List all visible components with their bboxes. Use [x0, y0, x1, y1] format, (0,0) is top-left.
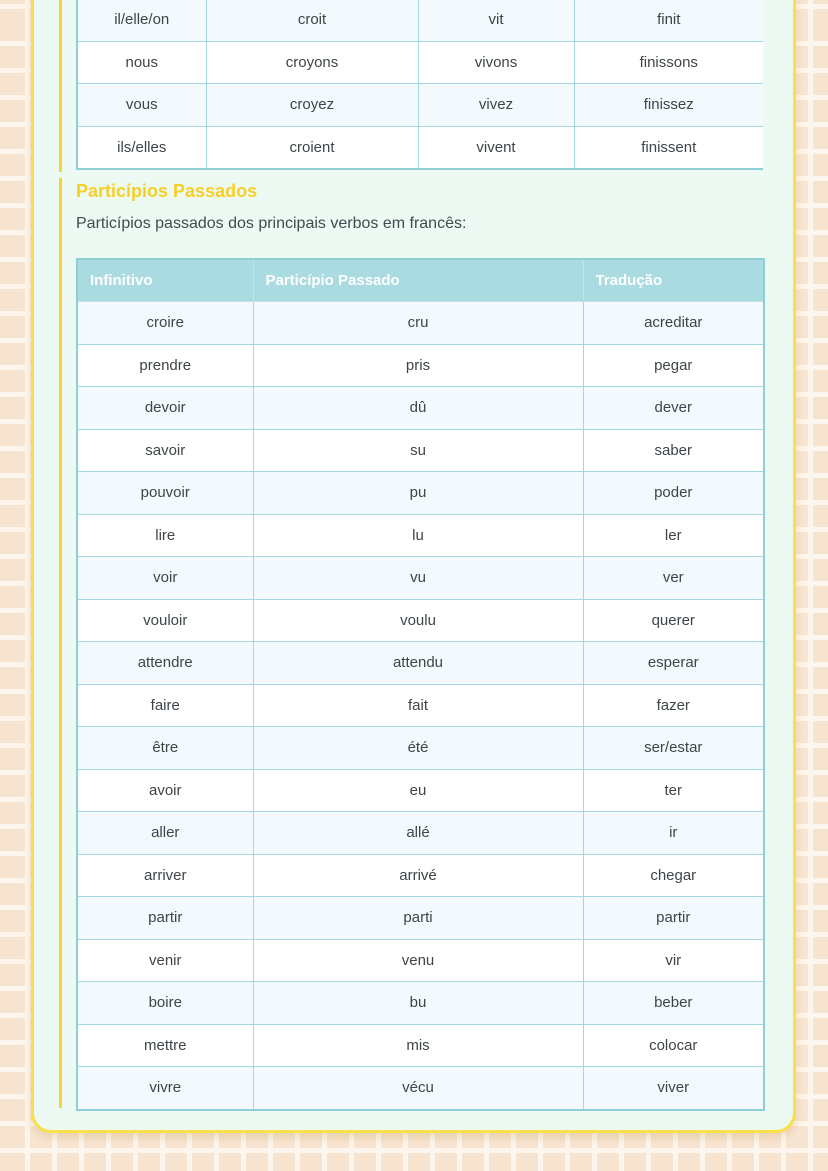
- table-cell: vu: [253, 557, 583, 600]
- conjugation-table: [76, 0, 763, 170]
- table-cell: finissez: [574, 84, 763, 127]
- table-cell: croyons: [206, 41, 418, 84]
- participles-section: [59, 178, 763, 1108]
- table-row: [77, 126, 763, 169]
- table-cell: voir: [77, 557, 253, 600]
- table-row: [77, 812, 764, 855]
- table-cell: colocar: [583, 1024, 764, 1067]
- table-cell: voulu: [253, 599, 583, 642]
- table-cell: acreditar: [583, 302, 764, 345]
- table-row: [77, 387, 764, 430]
- table-cell: faire: [77, 684, 253, 727]
- table-row: [77, 939, 764, 982]
- table-header-row: [77, 259, 764, 302]
- table-cell: lu: [253, 514, 583, 557]
- table-row: [77, 0, 763, 41]
- table-cell: attendu: [253, 642, 583, 685]
- table-cell: croit: [206, 0, 418, 41]
- table-cell: beber: [583, 982, 764, 1025]
- table-cell: su: [253, 429, 583, 472]
- table-cell: fazer: [583, 684, 764, 727]
- table-row: [77, 344, 764, 387]
- table-cell: saber: [583, 429, 764, 472]
- table-cell: arriver: [77, 854, 253, 897]
- table-cell: aller: [77, 812, 253, 855]
- table-cell: vivez: [418, 84, 574, 127]
- section-intro: Particípios passados dos principais verbos em francês:: [76, 215, 467, 232]
- table-cell: finissons: [574, 41, 763, 84]
- table-cell: savoir: [77, 429, 253, 472]
- table-cell: bu: [253, 982, 583, 1025]
- table-cell: vivons: [418, 41, 574, 84]
- table-cell: ver: [583, 557, 764, 600]
- table-cell: ils/elles: [77, 126, 206, 169]
- table-cell: partir: [583, 897, 764, 940]
- table-cell: ser/estar: [583, 727, 764, 770]
- table-cell: été: [253, 727, 583, 770]
- table-row: [77, 1067, 764, 1110]
- column-header-participio-passado: Particípio Passado: [253, 259, 583, 302]
- table-row: [77, 727, 764, 770]
- table-row: [77, 642, 764, 685]
- table-cell: pegar: [583, 344, 764, 387]
- table-row: [77, 557, 764, 600]
- table-cell: ler: [583, 514, 764, 557]
- table-cell: prendre: [77, 344, 253, 387]
- table-row: [77, 897, 764, 940]
- table-cell: vouloir: [77, 599, 253, 642]
- participles-table: [76, 258, 765, 1111]
- conjugation-section: [59, 0, 763, 172]
- table-cell: être: [77, 727, 253, 770]
- conjugation-table-body: [77, 0, 763, 169]
- table-cell: avoir: [77, 769, 253, 812]
- section-heading: Particípios Passados: [76, 181, 258, 201]
- table-cell: vous: [77, 84, 206, 127]
- table-cell: lire: [77, 514, 253, 557]
- table-cell: querer: [583, 599, 764, 642]
- table-cell: cru: [253, 302, 583, 345]
- table-cell: il/elle/on: [77, 0, 206, 41]
- table-cell: partir: [77, 897, 253, 940]
- table-row: [77, 84, 763, 127]
- table-cell: poder: [583, 472, 764, 515]
- table-cell: ir: [583, 812, 764, 855]
- table-row: [77, 514, 764, 557]
- table-cell: esperar: [583, 642, 764, 685]
- table-row: [77, 854, 764, 897]
- table-cell: vir: [583, 939, 764, 982]
- table-row: [77, 472, 764, 515]
- table-cell: venir: [77, 939, 253, 982]
- table-cell: dever: [583, 387, 764, 430]
- table-cell: devoir: [77, 387, 253, 430]
- table-cell: dû: [253, 387, 583, 430]
- table-row: [77, 1024, 764, 1067]
- table-cell: pris: [253, 344, 583, 387]
- table-cell: pouvoir: [77, 472, 253, 515]
- table-cell: ter: [583, 769, 764, 812]
- table-cell: eu: [253, 769, 583, 812]
- table-cell: finissent: [574, 126, 763, 169]
- table-cell: vit: [418, 0, 574, 41]
- table-cell: fait: [253, 684, 583, 727]
- column-header-infinitivo: Infinitivo: [77, 259, 253, 302]
- table-row: [77, 429, 764, 472]
- table-cell: mettre: [77, 1024, 253, 1067]
- table-cell: finit: [574, 0, 763, 41]
- table-cell: mis: [253, 1024, 583, 1067]
- table-row: [77, 41, 763, 84]
- table-cell: viver: [583, 1067, 764, 1110]
- table-row: [77, 769, 764, 812]
- table-cell: arrivé: [253, 854, 583, 897]
- table-row: [77, 599, 764, 642]
- participles-table-body: [77, 302, 764, 1110]
- table-cell: venu: [253, 939, 583, 982]
- table-cell: vécu: [253, 1067, 583, 1110]
- table-cell: parti: [253, 897, 583, 940]
- table-cell: croyez: [206, 84, 418, 127]
- table-cell: vivent: [418, 126, 574, 169]
- participles-table-head: [77, 259, 764, 302]
- table-cell: croient: [206, 126, 418, 169]
- table-cell: allé: [253, 812, 583, 855]
- table-cell: chegar: [583, 854, 764, 897]
- table-row: [77, 684, 764, 727]
- table-cell: nous: [77, 41, 206, 84]
- table-cell: croire: [77, 302, 253, 345]
- table-row: [77, 302, 764, 345]
- table-cell: vivre: [77, 1067, 253, 1110]
- table-cell: attendre: [77, 642, 253, 685]
- table-cell: pu: [253, 472, 583, 515]
- content-card: [31, 0, 796, 1133]
- table-row: [77, 982, 764, 1025]
- table-cell: boire: [77, 982, 253, 1025]
- column-header-traducao: Tradução: [583, 259, 764, 302]
